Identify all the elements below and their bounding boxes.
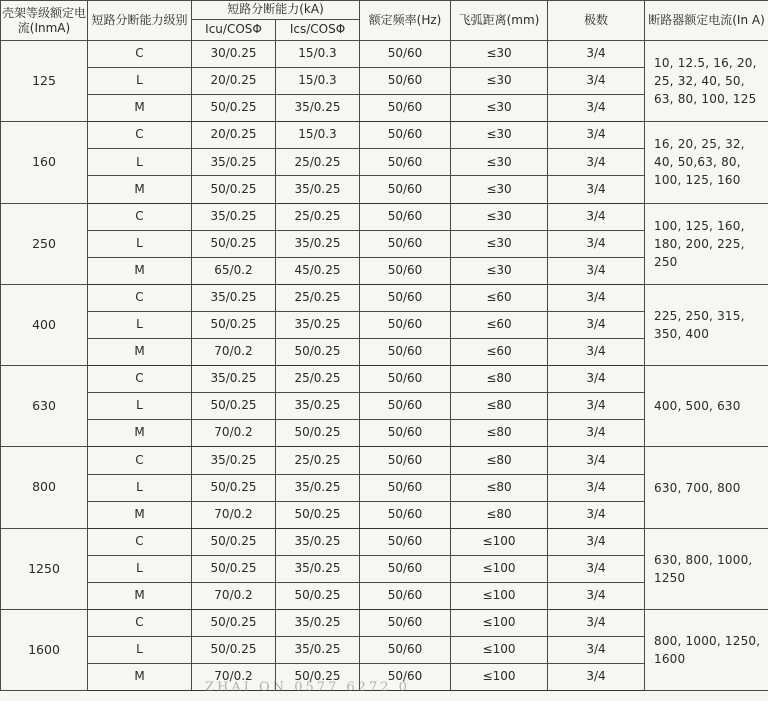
frequency-cell: 50/60 (360, 555, 451, 582)
frequency-cell: 50/60 (360, 68, 451, 95)
rated-current-cell: 800, 1000, 1250, 1600 (645, 609, 768, 690)
icu-cell: 50/0.25 (192, 637, 276, 664)
poles-cell: 3/4 (548, 501, 645, 528)
breaking-level-cell: C (88, 609, 192, 636)
poles-cell: 3/4 (548, 339, 645, 366)
breaking-level-cell: M (88, 664, 192, 691)
header-breaking-level: 短路分断能力级别 (88, 1, 192, 41)
table-row (1, 122, 768, 149)
frequency-cell: 50/60 (360, 176, 451, 203)
frame-current-cell: 125 (1, 41, 88, 122)
ics-cell: 35/0.25 (276, 555, 360, 582)
arc-distance-cell: ≤80 (451, 501, 548, 528)
arc-distance-cell: ≤80 (451, 393, 548, 420)
table-header (1, 1, 768, 41)
frame-current-cell: 160 (1, 122, 88, 203)
rated-current-cell: 16, 20, 25, 32, 40, 50,63, 80, 100, 125, 160 (645, 122, 768, 203)
frame-current-cell: 250 (1, 203, 88, 284)
icu-cell: 35/0.25 (192, 447, 276, 474)
frequency-cell: 50/60 (360, 447, 451, 474)
breaking-level-cell: L (88, 230, 192, 257)
arc-distance-cell: ≤100 (451, 664, 548, 691)
rated-current-cell: 225, 250, 315, 350, 400 (645, 284, 768, 365)
ics-cell: 50/0.25 (276, 582, 360, 609)
watermark: ZHAI ON 0577 6272 0 (205, 680, 410, 695)
arc-distance-cell: ≤100 (451, 555, 548, 582)
poles-cell: 3/4 (548, 420, 645, 447)
icu-cell: 70/0.2 (192, 501, 276, 528)
frequency-cell: 50/60 (360, 95, 451, 122)
breaking-level-cell: L (88, 474, 192, 501)
frequency-cell: 50/60 (360, 311, 451, 338)
breaking-level-cell: L (88, 149, 192, 176)
ics-cell: 45/0.25 (276, 257, 360, 284)
poles-cell: 3/4 (548, 257, 645, 284)
frequency-cell: 50/60 (360, 149, 451, 176)
header-arc-distance: 飞弧距离(mm) (451, 1, 548, 41)
icu-cell: 30/0.25 (192, 41, 276, 68)
rated-current-cell: 630, 800, 1000, 1250 (645, 528, 768, 609)
frequency-cell: 50/60 (360, 609, 451, 636)
ics-cell: 35/0.25 (276, 393, 360, 420)
poles-cell: 3/4 (548, 393, 645, 420)
table-body (1, 41, 768, 691)
icu-cell: 50/0.25 (192, 230, 276, 257)
rated-current-cell: 10, 12.5, 16, 20, 25, 32, 40, 50, 63, 80, 100, 125 (645, 41, 768, 122)
frame-current-cell: 800 (1, 447, 88, 528)
ics-cell: 15/0.3 (276, 68, 360, 95)
ics-cell: 50/0.25 (276, 420, 360, 447)
icu-cell: 70/0.2 (192, 339, 276, 366)
arc-distance-cell: ≤30 (451, 149, 548, 176)
frequency-cell: 50/60 (360, 122, 451, 149)
breaking-level-cell: M (88, 257, 192, 284)
icu-cell: 50/0.25 (192, 176, 276, 203)
table-row (1, 203, 768, 230)
breaking-level-cell: M (88, 95, 192, 122)
header-ics: Ics/COSΦ (276, 20, 360, 41)
poles-cell: 3/4 (548, 637, 645, 664)
ics-cell: 35/0.25 (276, 176, 360, 203)
poles-cell: 3/4 (548, 664, 645, 691)
ics-cell: 35/0.25 (276, 609, 360, 636)
breaking-level-cell: C (88, 122, 192, 149)
icu-cell: 50/0.25 (192, 311, 276, 338)
frequency-cell: 50/60 (360, 366, 451, 393)
icu-cell: 50/0.25 (192, 393, 276, 420)
frequency-cell: 50/60 (360, 637, 451, 664)
breaking-level-cell: M (88, 420, 192, 447)
icu-cell: 20/0.25 (192, 68, 276, 95)
breaking-level-cell: C (88, 284, 192, 311)
header-poles: 极数 (548, 1, 645, 41)
table-row (1, 609, 768, 636)
poles-cell: 3/4 (548, 528, 645, 555)
breaking-level-cell: M (88, 501, 192, 528)
frame-current-cell: 630 (1, 366, 88, 447)
icu-cell: 50/0.25 (192, 528, 276, 555)
arc-distance-cell: ≤60 (451, 339, 548, 366)
icu-cell: 35/0.25 (192, 149, 276, 176)
arc-distance-cell: ≤30 (451, 203, 548, 230)
icu-cell: 35/0.25 (192, 284, 276, 311)
frequency-cell: 50/60 (360, 257, 451, 284)
poles-cell: 3/4 (548, 447, 645, 474)
frequency-cell: 50/60 (360, 528, 451, 555)
arc-distance-cell: ≤80 (451, 474, 548, 501)
rated-current-cell: 100, 125, 160, 180, 200, 225, 250 (645, 203, 768, 284)
icu-cell: 50/0.25 (192, 609, 276, 636)
breaking-level-cell: L (88, 311, 192, 338)
breaking-level-cell: C (88, 366, 192, 393)
icu-cell: 50/0.25 (192, 555, 276, 582)
arc-distance-cell: ≤100 (451, 582, 548, 609)
ics-cell: 25/0.25 (276, 203, 360, 230)
table-row (1, 284, 768, 311)
breaking-level-cell: M (88, 339, 192, 366)
ics-cell: 15/0.3 (276, 122, 360, 149)
ics-cell: 25/0.25 (276, 447, 360, 474)
arc-distance-cell: ≤30 (451, 230, 548, 257)
frequency-cell: 50/60 (360, 41, 451, 68)
breaking-level-cell: M (88, 582, 192, 609)
breaking-level-cell: L (88, 637, 192, 664)
header-frame-current: 壳架等级额定电流(InmA) (1, 1, 88, 41)
ics-cell: 50/0.25 (276, 501, 360, 528)
ics-cell: 35/0.25 (276, 95, 360, 122)
breaking-level-cell: C (88, 447, 192, 474)
ics-cell: 15/0.3 (276, 41, 360, 68)
arc-distance-cell: ≤80 (451, 420, 548, 447)
header-frequency: 额定频率(Hz) (360, 1, 451, 41)
arc-distance-cell: ≤80 (451, 447, 548, 474)
poles-cell: 3/4 (548, 68, 645, 95)
arc-distance-cell: ≤30 (451, 257, 548, 284)
breaking-level-cell: L (88, 555, 192, 582)
poles-cell: 3/4 (548, 582, 645, 609)
icu-cell: 70/0.2 (192, 664, 276, 691)
arc-distance-cell: ≤80 (451, 366, 548, 393)
arc-distance-cell: ≤30 (451, 41, 548, 68)
frame-current-cell: 1250 (1, 528, 88, 609)
ics-cell: 25/0.25 (276, 284, 360, 311)
breaking-level-cell: L (88, 393, 192, 420)
poles-cell: 3/4 (548, 609, 645, 636)
breaking-level-cell: L (88, 68, 192, 95)
frequency-cell: 50/60 (360, 420, 451, 447)
icu-cell: 70/0.2 (192, 582, 276, 609)
frequency-cell: 50/60 (360, 230, 451, 257)
poles-cell: 3/4 (548, 366, 645, 393)
arc-distance-cell: ≤100 (451, 637, 548, 664)
ics-cell: 25/0.25 (276, 366, 360, 393)
ics-cell: 35/0.25 (276, 230, 360, 257)
header-breaking-capacity: 短路分断能力(kA) (192, 1, 360, 20)
arc-distance-cell: ≤30 (451, 68, 548, 95)
ics-cell: 35/0.25 (276, 474, 360, 501)
table-row (1, 528, 768, 555)
poles-cell: 3/4 (548, 284, 645, 311)
arc-distance-cell: ≤60 (451, 284, 548, 311)
frequency-cell: 50/60 (360, 393, 451, 420)
poles-cell: 3/4 (548, 230, 645, 257)
frame-current-cell: 400 (1, 284, 88, 365)
table-row (1, 366, 768, 393)
frame-current-cell: 1600 (1, 609, 88, 690)
frequency-cell: 50/60 (360, 339, 451, 366)
poles-cell: 3/4 (548, 95, 645, 122)
ics-cell: 35/0.25 (276, 637, 360, 664)
table-row (1, 41, 768, 68)
poles-cell: 3/4 (548, 149, 645, 176)
rated-current-cell: 400, 500, 630 (645, 366, 768, 447)
icu-cell: 70/0.2 (192, 420, 276, 447)
icu-cell: 35/0.25 (192, 203, 276, 230)
arc-distance-cell: ≤30 (451, 95, 548, 122)
frequency-cell: 50/60 (360, 203, 451, 230)
poles-cell: 3/4 (548, 555, 645, 582)
breaking-level-cell: C (88, 41, 192, 68)
poles-cell: 3/4 (548, 311, 645, 338)
frequency-cell: 50/60 (360, 582, 451, 609)
breaking-level-cell: C (88, 528, 192, 555)
ics-cell: 35/0.25 (276, 311, 360, 338)
icu-cell: 65/0.2 (192, 257, 276, 284)
poles-cell: 3/4 (548, 122, 645, 149)
icu-cell: 35/0.25 (192, 366, 276, 393)
arc-distance-cell: ≤60 (451, 311, 548, 338)
ics-cell: 25/0.25 (276, 149, 360, 176)
header-icu: Icu/COSΦ (192, 20, 276, 41)
icu-cell: 20/0.25 (192, 122, 276, 149)
ics-cell: 35/0.25 (276, 528, 360, 555)
ics-cell: 50/0.25 (276, 339, 360, 366)
frequency-cell: 50/60 (360, 501, 451, 528)
icu-cell: 50/0.25 (192, 474, 276, 501)
arc-distance-cell: ≤30 (451, 122, 548, 149)
poles-cell: 3/4 (548, 203, 645, 230)
arc-distance-cell: ≤30 (451, 176, 548, 203)
table-row (1, 447, 768, 474)
poles-cell: 3/4 (548, 176, 645, 203)
frequency-cell: 50/60 (360, 664, 451, 691)
breaking-level-cell: M (88, 176, 192, 203)
icu-cell: 50/0.25 (192, 95, 276, 122)
frequency-cell: 50/60 (360, 474, 451, 501)
poles-cell: 3/4 (548, 41, 645, 68)
header-rated-current: 断路器额定电流(In A) (645, 1, 768, 41)
arc-distance-cell: ≤100 (451, 609, 548, 636)
poles-cell: 3/4 (548, 474, 645, 501)
ics-cell: 50/0.25 (276, 664, 360, 691)
rated-current-cell: 630, 700, 800 (645, 447, 768, 528)
arc-distance-cell: ≤100 (451, 528, 548, 555)
frequency-cell: 50/60 (360, 284, 451, 311)
breaking-level-cell: C (88, 203, 192, 230)
